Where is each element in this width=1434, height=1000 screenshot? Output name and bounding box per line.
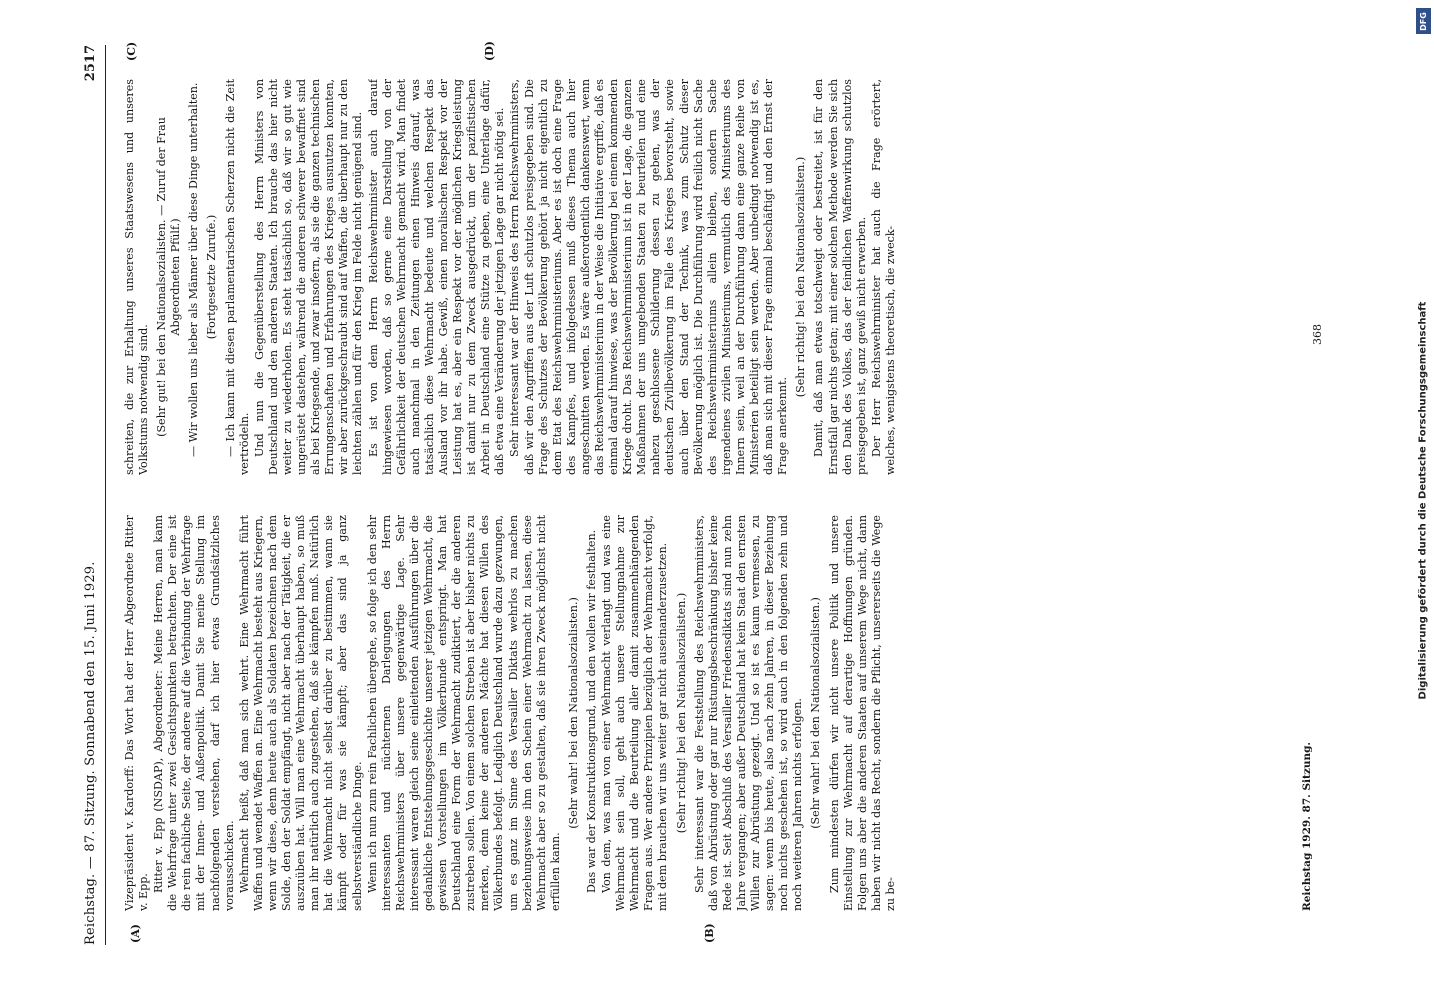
paragraph: Das war der Konstruktionsgrund, und den wollen wir festhalten.: [585, 529, 598, 893]
paragraph: Zum mindesten dürfen wir nicht unsere Politik und unsere Einstellung zur Wehrmacht auf derartige Hoffnungen gründen. Folgen uns aber die anderen Staaten auf unserem Wege nicht, dann haben wir nicht das Recht, sondern die Pflicht, unsererseits die Wege zu be-: [827, 515, 897, 911]
paragraph: Ritter v. Epp (NSDAP), Abgeordneter: Meine Herren, man kann die Wehrfrage unter zwei Gesichtspunkten betrachten. Der eine ist die rein fachliche Seite, der andere auf die Verbindung der Wehrfrage mit der Innen- und Außenpolitik. Damit Sie meine Stellung im nachfolgenden verstehen, darf ich hier etwas Grundsätzliches vorausschicken.: [152, 515, 236, 911]
digitization-credit: [1412, 0, 1434, 1000]
right-column: [123, 79, 1308, 475]
margin-marker-c: (C): [125, 41, 138, 61]
paragraph: — Wir wollen uns lieber als Männer über diese Dinge unterhalten.: [187, 82, 201, 457]
paragraph: Es ist von dem Herrn Reichswehrminister auch darauf hingewiesen worden, daß so gerne eine Darstellung von der Gefährlichkeit der deutschen Wehrmacht gemacht wird. Man findet auch manchmal in den Zeitungen einen Hinweis darauf, was tatsächlich diese Wehrmacht bedeute und welchen Respekt das Ausland vor ihr habe. Gewiß, einen moralischen Respekt vor der Leistung hat es, aber ein Respekt vor der möglichen Kriegsleistung ist damit nur zu dem Zweck ausgedrückt, um der pazifistischen Arbeit in Deutschland eine Stütze zu geben, eine Unterlage dafür, daß etwa eine Veränderung der jetzigen Lage gar nicht nötig sei.: [366, 79, 507, 475]
paragraph: Und nun die Gegenüberstellung des Herrn Ministers von Deutschland und den anderen Staaten. Ich brauche das hier nicht weiter zu wiederholen. Es steht tatsächlich so, daß wir so gut wie ungerüstet dastehen, während die anderen schwerer bewaffnet sind als bei Kriegsende, und zwar insofern, als sie die ganzen technischen Errungenschaften und Erfahrungen des Krieges ausnutzen konnten, wir aber zurückgeschraubt sind auf Waffen, die überhaupt nur zu den leichten zählen und für den Krieg im Felde nicht genügend sind.: [252, 79, 365, 475]
paragraph: schreiten, die zur Erhaltung unseres Staatswesens und unseres Volkstums notwendig sind.: [123, 79, 151, 475]
dfg-logo: [1416, 8, 1431, 34]
paragraph: Vizepräsident v. Kardorff: Das Wort hat der Herr Abgeordnete Ritter v. Epp.: [123, 515, 151, 911]
signature-number: 368: [1311, 324, 1324, 345]
margin-marker-d: (D): [483, 41, 496, 61]
margin-marker-a: (A): [129, 924, 142, 943]
paragraph: Wehrmacht heißt, daß man sich wehrt. Eine Wehrmacht führt Waffen und wendet Waffen an. Eine Wehrmacht besteht aus Kriegern, wenn wir diese, denn heute auch als Soldaten bezeichnen nach dem Solde, den der Soldat empfängt, nicht aber nach der Tätigkeit, die er auszuüben hat. Will man eine Wehrmacht überhaupt haben, so muß man ihr natürlich auch zugestehen, daß sie kämpfen muß. Natürlich hat die Wehrmacht nicht selbst darüber zu bestimmen, wann sie kämpft oder für was sie kämpft; aber das sind ja ganz selbstverständliche Dinge.: [237, 515, 364, 911]
paragraph: Sehr interessant war die Feststellung des Reichswehrministers, daß von Abrüstung oder gar nur Rüstungsbeschränkung bisher keine Rede ist. Seit Abschluß des Versailler Friedensdiktats sind nun zehn Jahre vergangen; aber außer Deutschland hat kein Staat den ernsten Willen zur Abrüstung gezeigt. Und so ist es kaum vermessen, zu sagen: wenn bis heute, also nach zehn Jahren, in dieser Beziehung noch nichts geschehen ist, so wird auch in den folgenden zehn und noch weiteren Jahren nichts erfolgen.: [692, 515, 805, 911]
margin-marker-b: (B): [703, 923, 716, 943]
running-header: [83, 45, 117, 945]
paragraph: Der Herr Reichswehrminister hat auch die Frage erörtert, welches, wenigstens theoretisch, die zweck-: [869, 79, 897, 475]
header-page-number: 2517: [83, 45, 98, 82]
dfg-logo-text: DFG: [1419, 11, 1429, 31]
interjection: (Sehr wahr! bei den Nationalsozialisten.): [566, 597, 580, 829]
digitization-credit-text: Digitalisierung gefördert durch die Deutsche Forschungsgemeinschaft: [1417, 301, 1429, 699]
header-title: Reichstag. — 87. Sitzung. Sonnabend den 15. Juni 1929.: [83, 561, 98, 945]
paragraph: Von dem, was man von einer Wehrmacht verlangt und was eine Wehrmacht sein soll, geht auch unsere Stellungnahme zur Wehrmacht und die Beurteilung aller damit zusammenhängenden Fragen aus. Wer andere Prinzipien bezüglich der Wehrmacht verfolgt, mit dem brauchen wir uns weiter gar nicht auseinanderzusetzen.: [600, 515, 670, 911]
paragraph: Sehr interessant war der Hinweis des Herrn Reichswehrministers, daß wir den Angriffen aus der Luft schutzlos preisgegeben sind. Die Frage des Schutzes der Bevölkerung gehört ja nicht eigentlich zu dem Etat des Reichswehrministeriums. Aber es ist doch eine Frage des Kampfes, und infolgedessen muß dieses Thema auch hier angeschnitten werden. Es wäre außerordentlich dankenswert, wenn das Reichswehrministerium in der Weise die Initiative ergriffe, daß es einmal darauf hinwiese, was der Bevölkerung bei einem kommenden Kriege droht. Das Reichswehrministerium ist in der Lage, die ganzen Maßnahmen der uns umgebenden Staaten zu beurteilen und eine nahezu geschlossene Schilderung dessen zu geben, was der deutschen Zivilbevölkerung im Falle des Krieges bevorsteht, sowie auch über den Stand der Technik, was zum Schutz dieser Bevölkerung möglich ist. Die Durchführung wird freilich nicht Sache des Reichswehrministeriums allein bleiben, sondern Sache irgendeines zivilen Ministeriums, vermutlich des Ministeriums des Innern sein, weil an der Durchführung dann eine ganze Reihe von Ministerien beteiligt sein werden. Aber unbedingt notwendig ist es, daß man sich mit dieser Frage einmal beschäftigt und den Ernst der Frage anerkennt.: [508, 79, 790, 475]
interjection: (Sehr richtig! bei den Nationalsozialisten.): [674, 592, 688, 834]
paragraph: Wenn ich nun zum rein Fachlichen übergehe, so folge ich den sehr interessanten und nüchternen Darlegungen des Herrn Reichswehrministers über unsere gegenwärtige Lage. Sehr interessant waren gleich seine einleitenden Ausführungen über die gedankliche Entstehungsgeschichte unserer jetzigen Wehrmacht, die gewissen Vorstellungen im Völkerbunde entspringt. Man hat Deutschland eine Form der Wehrmacht zudiktiert, der die anderen zustreben sollen. Von einem solchen Streben ist aber bisher nichts zu merken, denn keine der anderen Mächte hat diesen Willen des Völkerbundes befolgt. Lediglich Deutschland wurde dazu gezwungen, um es ganz im Sinne des Versailler Diktats wehrlos zu machen beziehungsweise ihm den Schein einer Wehrmacht zu lassen, diese Wehrmacht aber so zu gestalten, daß sie ihren Zweck möglichst nicht erfüllen kann.: [365, 515, 562, 911]
paragraph: Damit, daß man etwas totschweigt oder bestreitet, ist für den Ernstfall gar nichts getan; mit einer solchen Methode werden Sie sich den Dank des Volkes, das der feindlichen Waffenwirkung schutzlos preisgegeben ist, ganz gewiß nicht erwerben.: [812, 79, 868, 475]
interjection: (Sehr wahr! bei den Nationalsozialisten.): [809, 597, 823, 829]
interjection: (Sehr gut! bei den Nationalsozialisten. — Zuruf der Frau Abgeordneten Pfülf.): [155, 117, 183, 437]
rotated-page: [83, 41, 1333, 945]
header-rule: [105, 45, 106, 945]
interjection: (Fortgesetzte Zurufe.): [205, 214, 219, 340]
interjection: (Sehr richtig! bei den Nationalsozialisten.): [794, 156, 808, 398]
paragraph: — Ich kann mit diesen parlamentarischen Scherzen nicht die Zeit vertrödeln.: [223, 79, 251, 475]
left-column: [123, 515, 1308, 911]
page-footer: Reichstag 1929. 87. Sitzung.: [1301, 741, 1313, 911]
